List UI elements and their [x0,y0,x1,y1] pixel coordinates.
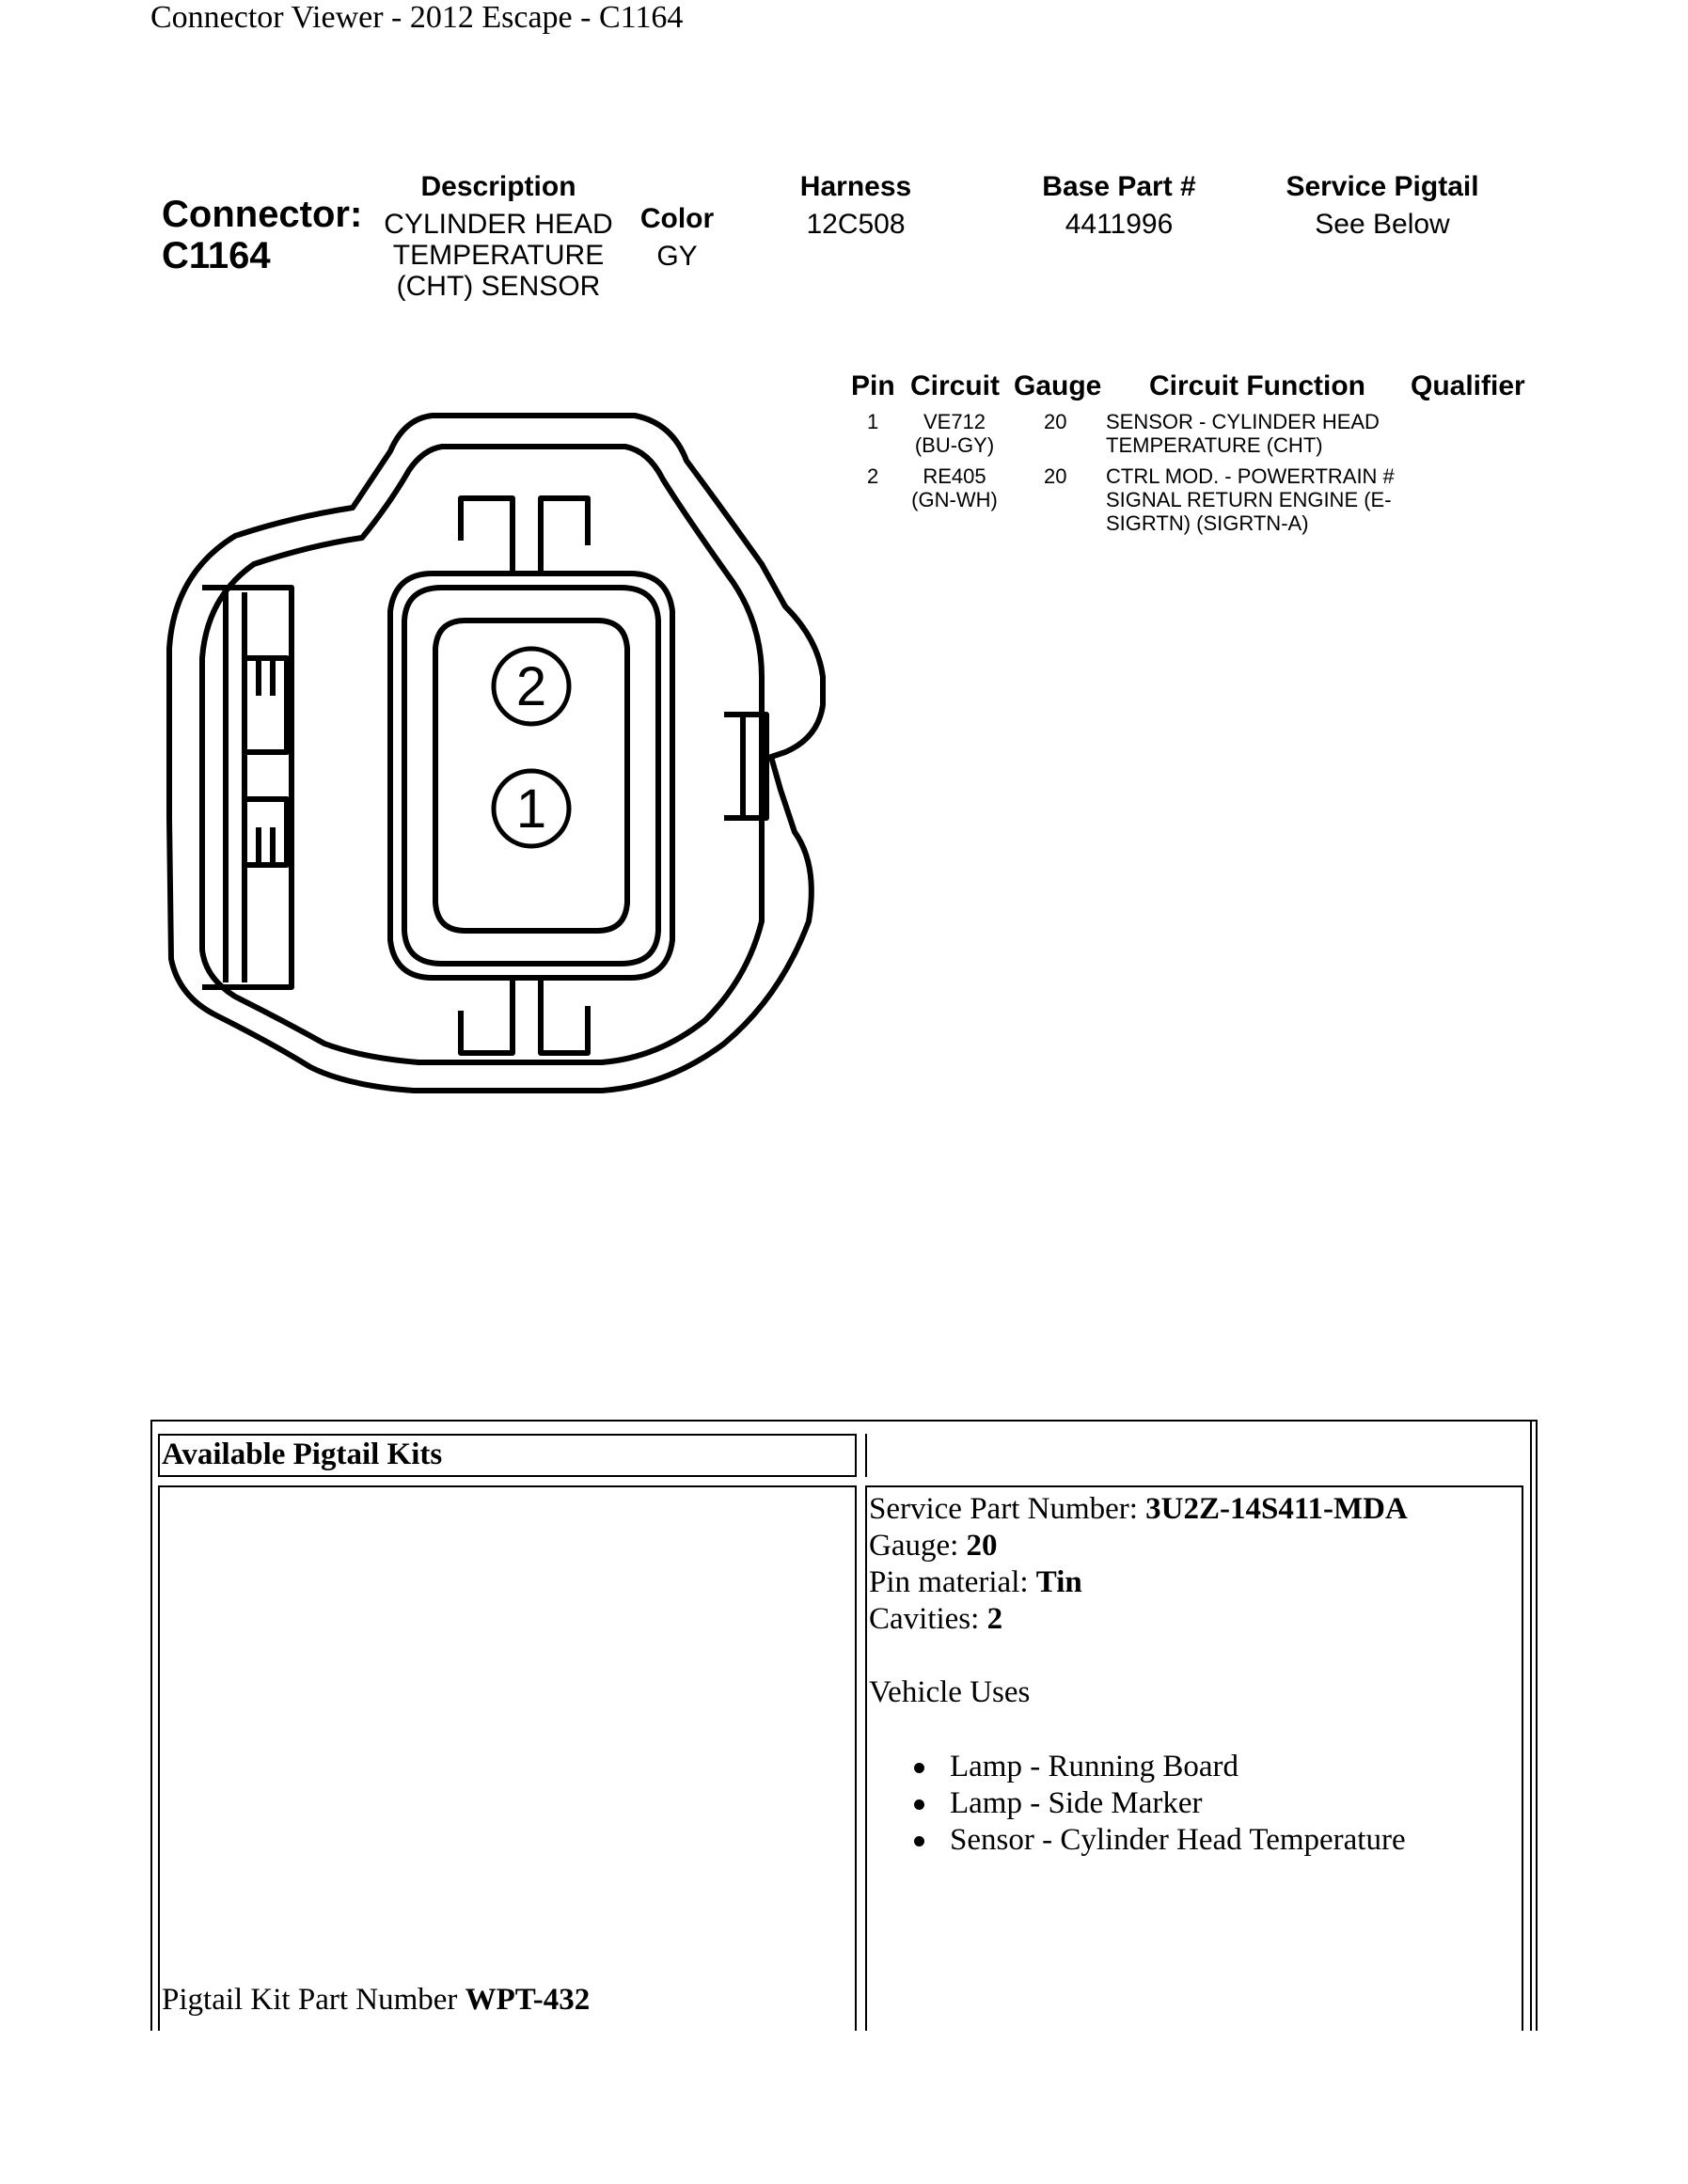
circuit-cell [903,410,1006,457]
description-line: TEMPERATURE [392,240,605,271]
page-title: Connector Viewer - 2012 Escape - C1164 [150,0,684,35]
description-line: (CHT) SENSOR [396,271,601,302]
list-item: Lamp - Running Board [903,1749,1406,1785]
circuit-color: (GN-WH) [911,488,998,511]
cavities [869,1601,1002,1638]
service-pigtail-value: See Below [1315,209,1450,240]
description-value [376,209,621,302]
description-label: Description [420,171,576,202]
harness-value: 12C508 [806,209,906,240]
pigtail-title: Available Pigtail Kits [162,1438,443,1471]
service-part-value: 3U2Z-14S411-MDA [1145,1492,1408,1526]
pin-1-label: 1 [515,778,547,840]
description-line: CYLINDER HEAD [384,209,613,240]
connector-label: Connector: [162,194,363,235]
pigtail-kit-part-number [162,1982,590,2019]
function-line: SIGNAL RETURN ENGINE (E- [1106,488,1392,511]
pin-2-label: 2 [515,656,547,717]
pigtail-gauge [869,1528,998,1564]
harness-label: Harness [799,171,912,202]
qualifier-header: Qualifier [1411,370,1525,401]
circuit-header: Circuit [910,370,1001,401]
function-line: SIGRTN) (SIGRTN-A) [1106,511,1309,535]
list-item: Sensor - Cylinder Head Temperature [903,1822,1406,1859]
vehicle-uses-list [903,1749,1406,1859]
function-line: SENSOR - CYLINDER HEAD [1106,410,1380,433]
pin-material [869,1564,1082,1601]
pigtail-image-cell [158,1485,857,2031]
circuit-function-header: Circuit Function [1149,370,1365,401]
cavities-label: Cavities: [869,1602,987,1636]
color-value: GY [656,241,698,272]
service-part-number [869,1491,1408,1528]
list-item: Lamp - Side Marker [903,1785,1406,1822]
circuit-cell [903,464,1006,511]
service-part-label: Service Part Number: [869,1492,1146,1526]
connector-title [162,194,362,276]
circuit-id: VE712 [923,410,986,433]
gauge-cell: 20 [1044,410,1067,433]
gauge-cell: 20 [1044,464,1067,488]
kit-label: Pigtail Kit Part Number [162,1983,465,2017]
connector-id: C1164 [162,235,271,276]
gauge-header: Gauge [1014,370,1102,401]
vehicle-uses-title: Vehicle Uses [869,1675,1031,1709]
pin-material-label: Pin material: [869,1565,1036,1599]
gauge-label: Gauge: [869,1529,967,1563]
pin-number: 2 [867,464,879,488]
function-line: TEMPERATURE (CHT) [1106,433,1323,457]
circuit-id: RE405 [923,464,986,488]
connector-face-diagram [160,395,856,1100]
pin-material-value: Tin [1035,1565,1082,1599]
pigtail-kits-table [150,1420,1538,2031]
cavities-value: 2 [986,1602,1003,1636]
circuit-color: (BU-GY) [914,433,995,457]
function-cell [1106,464,1395,535]
pin-header: Pin [851,370,895,401]
color-label: Color [639,203,715,234]
pin-number: 1 [867,410,879,433]
gauge-value: 20 [966,1529,998,1563]
function-cell [1106,410,1380,457]
kit-number: WPT-432 [465,1983,591,2017]
connector-housing [169,416,823,1091]
base-part-value: 4411996 [1065,209,1174,240]
base-part-label: Base Part # [1042,171,1196,202]
function-line: CTRL MOD. - POWERTRAIN # [1106,464,1395,488]
service-pigtail-label: Service Pigtail [1286,171,1479,202]
